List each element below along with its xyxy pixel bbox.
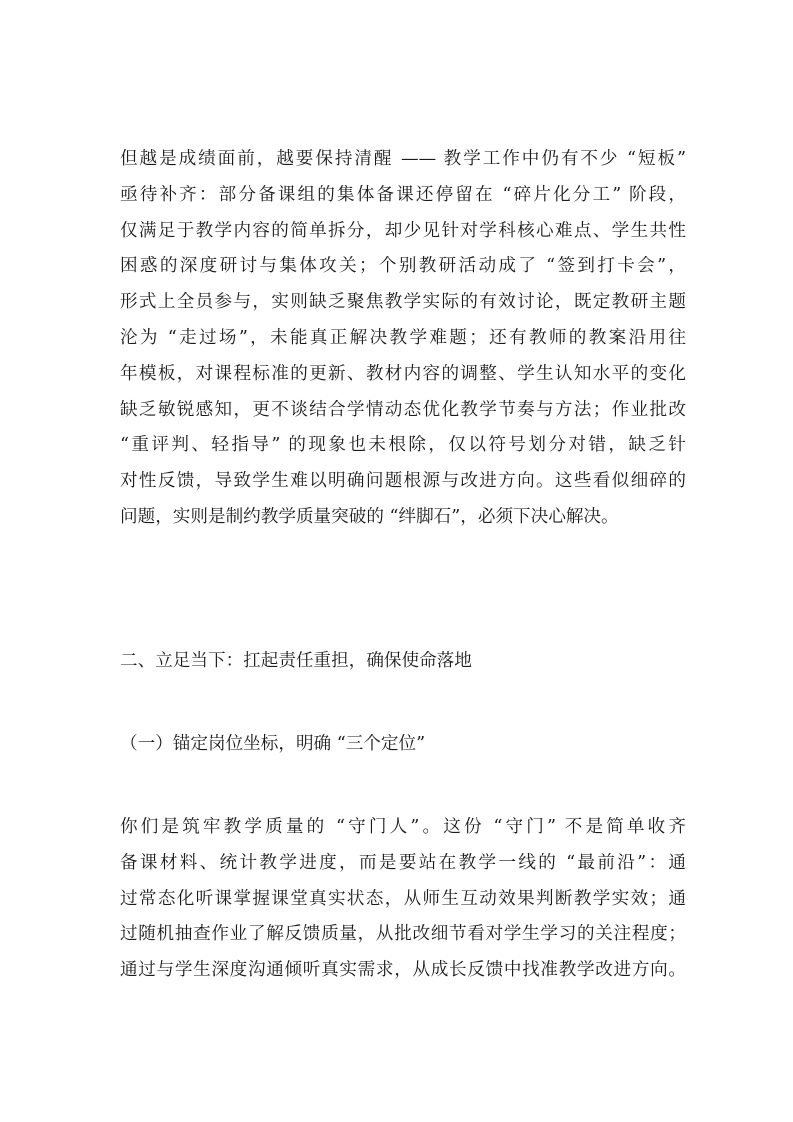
paragraph-line: 仅满足于教学内容的简单拆分，却少见针对学科核心难点、学生共性 [120,220,686,241]
paragraph-shortcomings [120,142,686,536]
paragraph-line: 亟待补齐：部分备课组的集体备课还停留在 “碎片化分工” 阶段， [120,184,686,205]
section-heading: 二、立足当下：扛起责任重担，确保使命落地 [120,651,472,671]
paragraph-line: 过随机抽查作业了解反馈质量，从批改细节看对学生学习的关注程度； [120,924,686,945]
paragraph-line: 但越是成绩面前，越要保持清醒 —— 教学工作中仍有不少 “短板” [120,149,686,169]
subsection-heading: （一）锚定岗位坐标，明确 “三个定位” [120,734,426,754]
paragraph-line: 过常态化听课掌握课堂真实状态，从师生互动效果判断教学实效；通 [120,888,686,909]
paragraph-line: 通过与学生深度沟通倾听真实需求，从成长反馈中找准教学改进方向。 [120,960,686,981]
paragraph-line: 备课材料、统计教学进度，而是要站在教学一线的 “最前沿”：通 [120,852,686,873]
paragraph-line: 对性反馈，导致学生难以明确问题根源与改进方向。这些看似细碎的 [120,471,686,492]
paragraph-line: 沦为 “走过场”，未能真正解决教学难题；还有教师的教案沿用往 [120,327,686,348]
paragraph-line: 你们是筑牢教学质量的 “守门人”。这份 “守门” 不是简单收齐 [120,817,686,837]
paragraph-line: 问题，实则是制约教学质量突破的 “绊脚石”，必须下决心解决。 [120,506,619,527]
paragraph-gatekeeper [120,810,686,989]
paragraph-line: “重评判、轻指导” 的现象也未根除，仅以符号划分对错，缺乏针 [120,435,686,456]
paragraph-line: 缺乏敏锐感知，更不谈结合学情动态优化教学节奏与方法；作业批改 [120,399,686,420]
paragraph-line: 形式上全员参与，实则缺乏聚焦教学实际的有效讨论，既定教研主题 [120,292,686,313]
paragraph-line: 年模板，对课程标准的更新、教材内容的调整、学生认知水平的变化 [120,363,686,384]
paragraph-line: 困惑的深度研讨与集体攻关；个别教研活动成了 “签到打卡会”， [120,256,686,277]
